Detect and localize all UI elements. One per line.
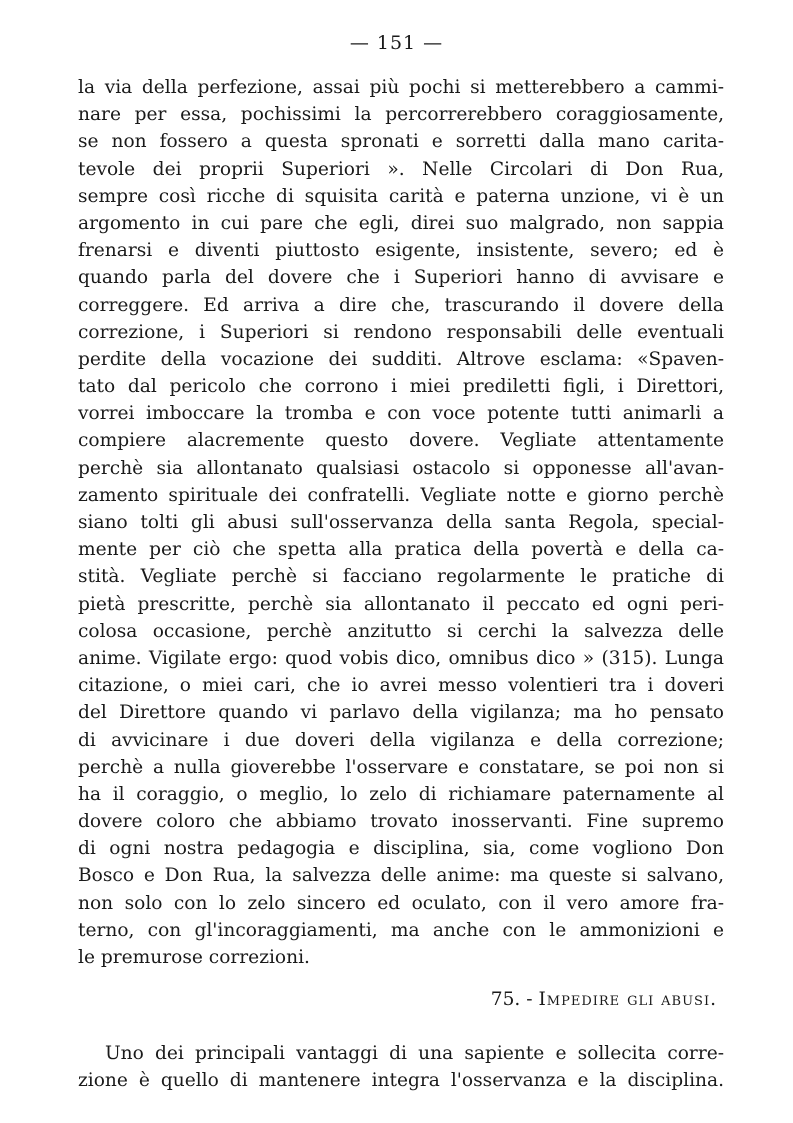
section-number: 75. -: [490, 989, 533, 1010]
text-line: pietà prescritte, perchè sia allontanato il peccato ed ogni peri-: [78, 593, 724, 615]
text-line: sempre così ricche di squisita carità e paterna unzione, vi è un: [78, 185, 724, 207]
text-line: perdite della vocazione dei sudditi. Altrove esclama: «Spaven-: [78, 348, 724, 370]
text-line: di ogni nostra pedagogia e disciplina, sia, come vogliono Don: [78, 838, 724, 860]
text-line: compiere alacremente questo dovere. Vegliate attentamente: [78, 430, 724, 452]
text-line: zione è quello di mantenere integra l'osservanza e la disciplina.: [78, 1070, 724, 1091]
text-line: tato dal pericolo che corrono i miei prediletti figli, i Direttori,: [78, 376, 724, 398]
text-line: anime. Vigilate ergo: quod vobis dico, omnibus dico » (315). Lunga: [78, 647, 724, 669]
body-text: [78, 74, 724, 971]
text-line: terno, con gl'incoraggiamenti, ma anche con le ammonizioni e: [78, 919, 724, 941]
text-line: Bosco e Don Rua, la salvezza delle anime: ma queste si salvano,: [78, 865, 724, 887]
text-line: colosa occasione, perchè anzitutto si cerchi la salvezza delle: [78, 620, 724, 642]
text-line: zamento spirituale dei confratelli. Vegliate notte e giorno perchè: [78, 484, 724, 506]
text-line: perchè sia allontanato qualsiasi ostacolo si opponesse all'avan-: [78, 457, 724, 479]
text-line: del Direttore quando vi parlavo della vigilanza; ma ho pensato: [78, 702, 724, 724]
section-body-continued: [78, 1067, 724, 1094]
text-line: nare per essa, pochissimi la percorrerebbero coraggiosamente,: [78, 104, 724, 126]
section-body: [105, 1040, 724, 1067]
text-line: ha il coraggio, o meglio, lo zelo di richiamare paternamente al: [78, 783, 724, 805]
text-line: se non fossero a questa spronati e sorretti dalla mano carita-: [78, 131, 724, 153]
text-line: perchè a nulla gioverebbe l'osservare e constatare, se poi non si: [78, 756, 724, 778]
text-line: citazione, o miei cari, che io avrei messo volentieri tra i doveri: [78, 675, 724, 697]
text-line: di avvicinare i due doveri della vigilanza e della correzione;: [78, 729, 724, 751]
text-line: Uno dei principali vantaggi di una sapiente e sollecita corre-: [105, 1043, 724, 1064]
text-line: vorrei imboccare la tromba e con voce potente tutti animarli a: [78, 403, 724, 425]
text-line: la via della perfezione, assai più pochi si metterebbero a cammi-: [78, 77, 724, 98]
text-line: frenarsi e diventi piuttosto esigente, insistente, severo; ed è: [78, 240, 724, 262]
text-line: argomento in cui pare che egli, direi suo malgrado, non sappia: [78, 212, 724, 234]
section-title: Impedire gli abusi.: [538, 989, 717, 1010]
text-line: quando parla del dovere che i Superiori hanno di avvisare e: [78, 267, 724, 289]
page-number: — 151 —: [349, 32, 444, 54]
text-line: tevole dei proprii Superiori ». Nelle Circolari di Don Rua,: [78, 158, 724, 180]
text-line: siano tolti gli abusi sull'osservanza della santa Regola, special-: [78, 512, 724, 533]
text-line: stità. Vegliate perchè si facciano regolarmente le pratiche di: [78, 566, 724, 588]
text-line: correggere. Ed arriva a dire che, trascurando il dovere della: [78, 294, 724, 316]
text-line: correzione, i Superiori si rendono responsabili delle eventuali: [78, 321, 724, 343]
text-line: non solo con lo zelo sincero ed oculato, con il vero amore fra-: [78, 892, 724, 914]
text-line: le premurose correzioni.: [78, 947, 310, 968]
text-line: mente per ciò che spetta alla pratica della povertà e della ca-: [78, 539, 724, 561]
section-heading: [491, 986, 717, 1013]
text-line: dovere coloro che abbiamo trovato inosservanti. Fine supremo: [78, 811, 724, 833]
